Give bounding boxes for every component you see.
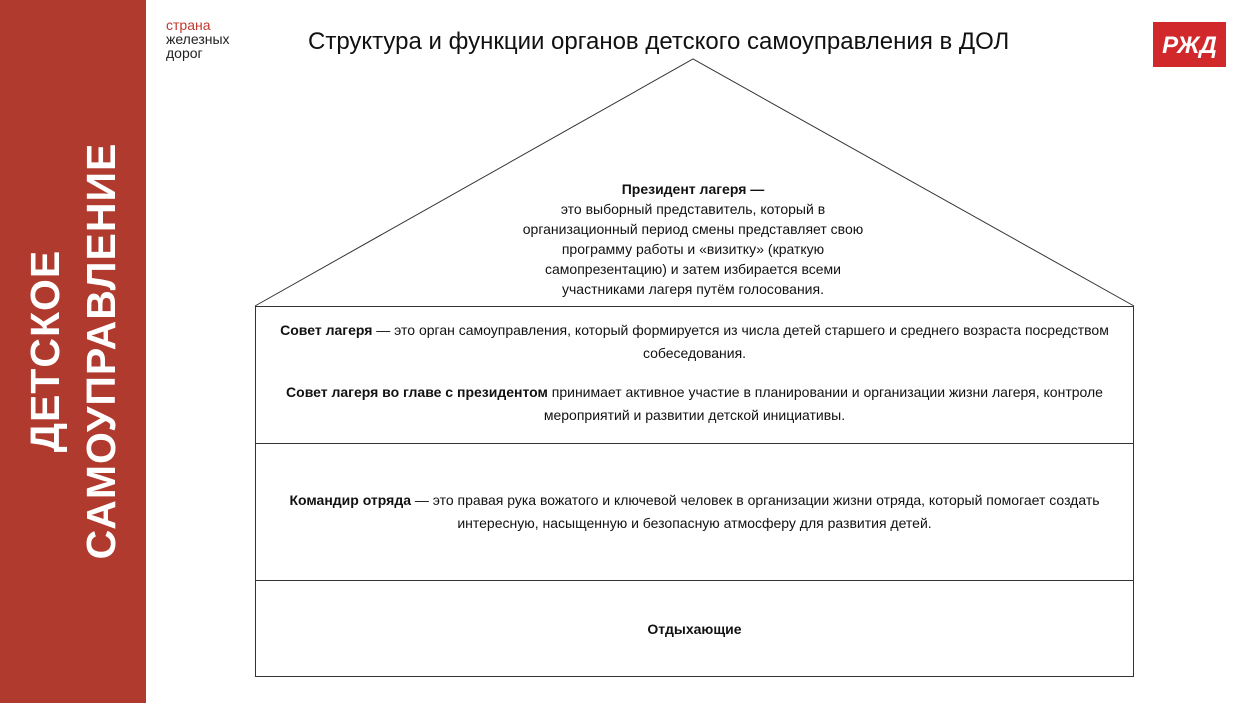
council-role	[276, 381, 1113, 427]
council-definition-text: — это орган самоуправления, который формируется из числа детей старшего и среднего возраста посредством собеседования.	[372, 322, 1109, 361]
side-banner-line-2: САМОУПРАВЛЕНИЕ	[78, 142, 124, 560]
council-president-term: Совет лагеря во главе с президентом	[286, 384, 548, 400]
commander-term: Командир отряда	[289, 492, 411, 508]
campers-label: Отдыхающие	[647, 621, 742, 637]
brand-line-3: дорог	[166, 45, 203, 61]
president-line: самопрезентацию) и затем избирается всеми	[545, 261, 841, 277]
president-line: участниками лагеря путём голосования.	[562, 281, 824, 297]
president-description	[460, 179, 926, 299]
page-title: Структура и функции органов детского самоуправления в ДОЛ	[308, 28, 1010, 55]
president-line: организационный период смены представляет свою	[522, 221, 864, 237]
camp-council-box	[255, 306, 1134, 444]
commander-text: — это правая рука вожатого и ключевой человек в организации жизни отряда, который помогает создать интересную, насыщенную и безопасную атмосферу для развития детей.	[411, 492, 1100, 531]
svg-text:РЖД: РЖД	[1162, 32, 1217, 59]
president-line: программу работы и «визитку» (краткую	[561, 241, 825, 257]
president-heading: Президент лагеря —	[621, 181, 765, 197]
council-definition	[276, 319, 1113, 365]
squad-commander-box	[255, 443, 1134, 581]
council-term: Совет лагеря	[280, 322, 373, 338]
president-line: это выборный представитель, который в	[560, 201, 826, 217]
brand-line-2: железных	[166, 31, 230, 47]
side-banner-line-1: ДЕТСКОЕ	[22, 249, 68, 453]
brand-line-1: страна	[166, 17, 211, 33]
campers-box	[255, 580, 1134, 677]
council-role-text: принимает активное участие в планировании и организации жизни лагеря, контроле мероприятий и развитии детской инициативы.	[543, 384, 1103, 423]
